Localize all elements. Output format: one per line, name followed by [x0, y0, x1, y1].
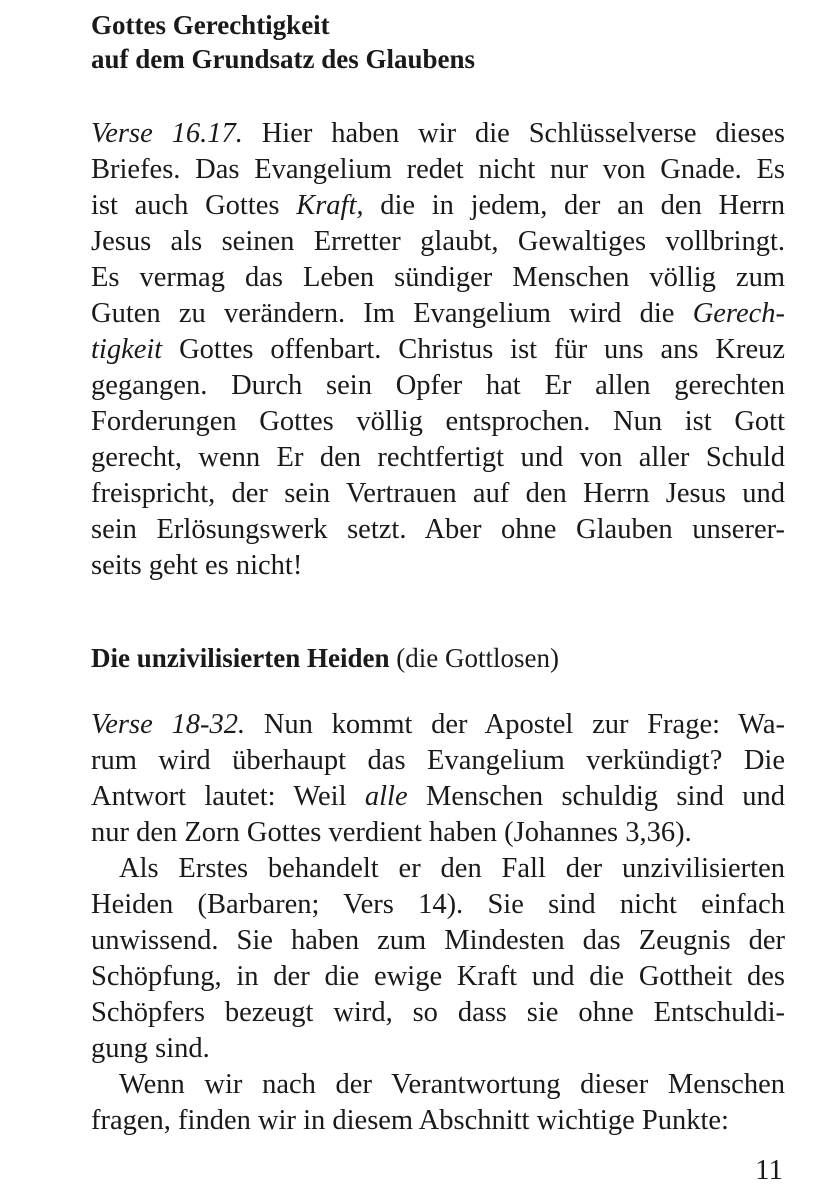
paragraph-verse-16-17 — [91, 116, 785, 584]
text-run: Briefes. Das Evangelium redet nicht nur von Gnade. Es — [91, 154, 785, 185]
text-run: rum wird überhaupt das Evangelium verkündigt? Die — [91, 745, 785, 776]
italic-text: alle — [364, 781, 408, 812]
text-run: Wenn wir nach der Verantwortung dieser Menschen — [119, 1069, 785, 1100]
text-run: unwissend. Sie haben zum Mindesten das Zeugnis der — [91, 925, 785, 956]
text-line — [91, 188, 785, 224]
text-line — [91, 224, 785, 260]
text-line — [91, 512, 785, 548]
text-run: Hier haben wir die Schlüsselverse dieses — [242, 118, 786, 149]
text-run: Als Erstes behandelt er den Fall der unzivilisierten — [119, 853, 785, 884]
text-line — [91, 851, 785, 887]
text-run: gung sind. — [91, 1033, 210, 1064]
text-run: Schöpfung, in der die ewige Kraft und die Gottheit des — [91, 961, 785, 992]
text-run: Menschen schuldig sind und — [407, 781, 786, 812]
text-line — [91, 923, 785, 959]
text-run: ist auch Gottes — [91, 190, 297, 221]
italic-text: Kraft, — [296, 190, 364, 221]
text-run: Heiden (Barbaren; Vers 14). Sie sind nicht einfach — [91, 889, 785, 920]
text-run: Nun kommt der Apostel zur Frage: Wa- — [245, 709, 785, 740]
text-line — [91, 1031, 785, 1067]
text-line — [91, 779, 785, 815]
italic-text: Verse 18-32. — [91, 709, 246, 740]
page-number: 11 — [755, 1154, 783, 1186]
text-run: Jesus als seinen Erretter glaubt, Gewaltiges vollbringt. — [91, 226, 785, 257]
text-line — [91, 368, 785, 404]
section-heading-2 — [91, 641, 791, 675]
text-line — [91, 260, 785, 296]
italic-text: Verse 16.17. — [91, 118, 243, 149]
text-line — [91, 476, 785, 512]
text-line — [91, 743, 785, 779]
text-run: Antwort lautet: Weil — [91, 781, 365, 812]
text-run: nur den Zorn Gottes verdient haben (Johannes 3,36). — [91, 817, 692, 848]
heading-bold-text: Die unzivilisierten Heiden — [91, 643, 390, 673]
text-line — [91, 959, 785, 995]
text-run: Es vermag das Leben sündiger Menschen völlig zum — [91, 262, 785, 293]
text-run: gerecht, wenn Er den rechtfertigt und von aller Schuld — [91, 442, 785, 473]
text-line — [91, 296, 785, 332]
heading-line-1: Gottes Gerechtigkeit — [91, 10, 330, 40]
text-run: Forderungen Gottes völlig entsprochen. Nun ist Gott — [91, 406, 785, 437]
text-line — [91, 116, 785, 152]
text-run: die in jedem, der an den Herrn — [363, 190, 785, 221]
text-line — [91, 332, 785, 368]
text-run: Gottes offenbart. Christus ist für uns ans Kreuz — [162, 334, 785, 365]
italic-text: tigkeit — [91, 334, 163, 365]
text-line — [91, 815, 785, 851]
text-line — [91, 1103, 785, 1139]
text-run: Guten zu verändern. Im Evangelium wird die — [91, 298, 693, 329]
text-run: freispricht, der sein Vertrauen auf den Herrn Jesus und — [91, 478, 785, 509]
italic-text: Gerech- — [692, 298, 785, 329]
text-line — [91, 1067, 785, 1103]
text-line — [91, 152, 785, 188]
text-line — [91, 440, 785, 476]
text-run: Schöpfers bezeugt wird, so dass sie ohne Entschuldi- — [91, 997, 785, 1028]
text-run: fragen, finden wir in diesem Abschnitt wichtige Punkte: — [91, 1105, 729, 1136]
heading-line-2: auf dem Grundsatz des Glaubens — [91, 44, 476, 74]
text-run: gegangen. Durch sein Opfer hat Er allen gerechten — [91, 370, 785, 401]
section-heading — [91, 8, 791, 76]
text-line — [91, 404, 785, 440]
paragraph-verantwortung — [91, 1067, 785, 1139]
heading-subtitle: (die Gottlosen) — [389, 643, 559, 673]
text-line — [91, 887, 785, 923]
text-line — [91, 995, 785, 1031]
text-run: sein Erlösungswerk setzt. Aber ohne Glauben unserer- — [91, 514, 785, 545]
paragraph-verse-18-32 — [91, 707, 785, 851]
text-line — [91, 707, 785, 743]
text-line — [91, 548, 785, 584]
text-run: seits geht es nicht! — [91, 550, 303, 581]
paragraph-heiden — [91, 851, 785, 1067]
